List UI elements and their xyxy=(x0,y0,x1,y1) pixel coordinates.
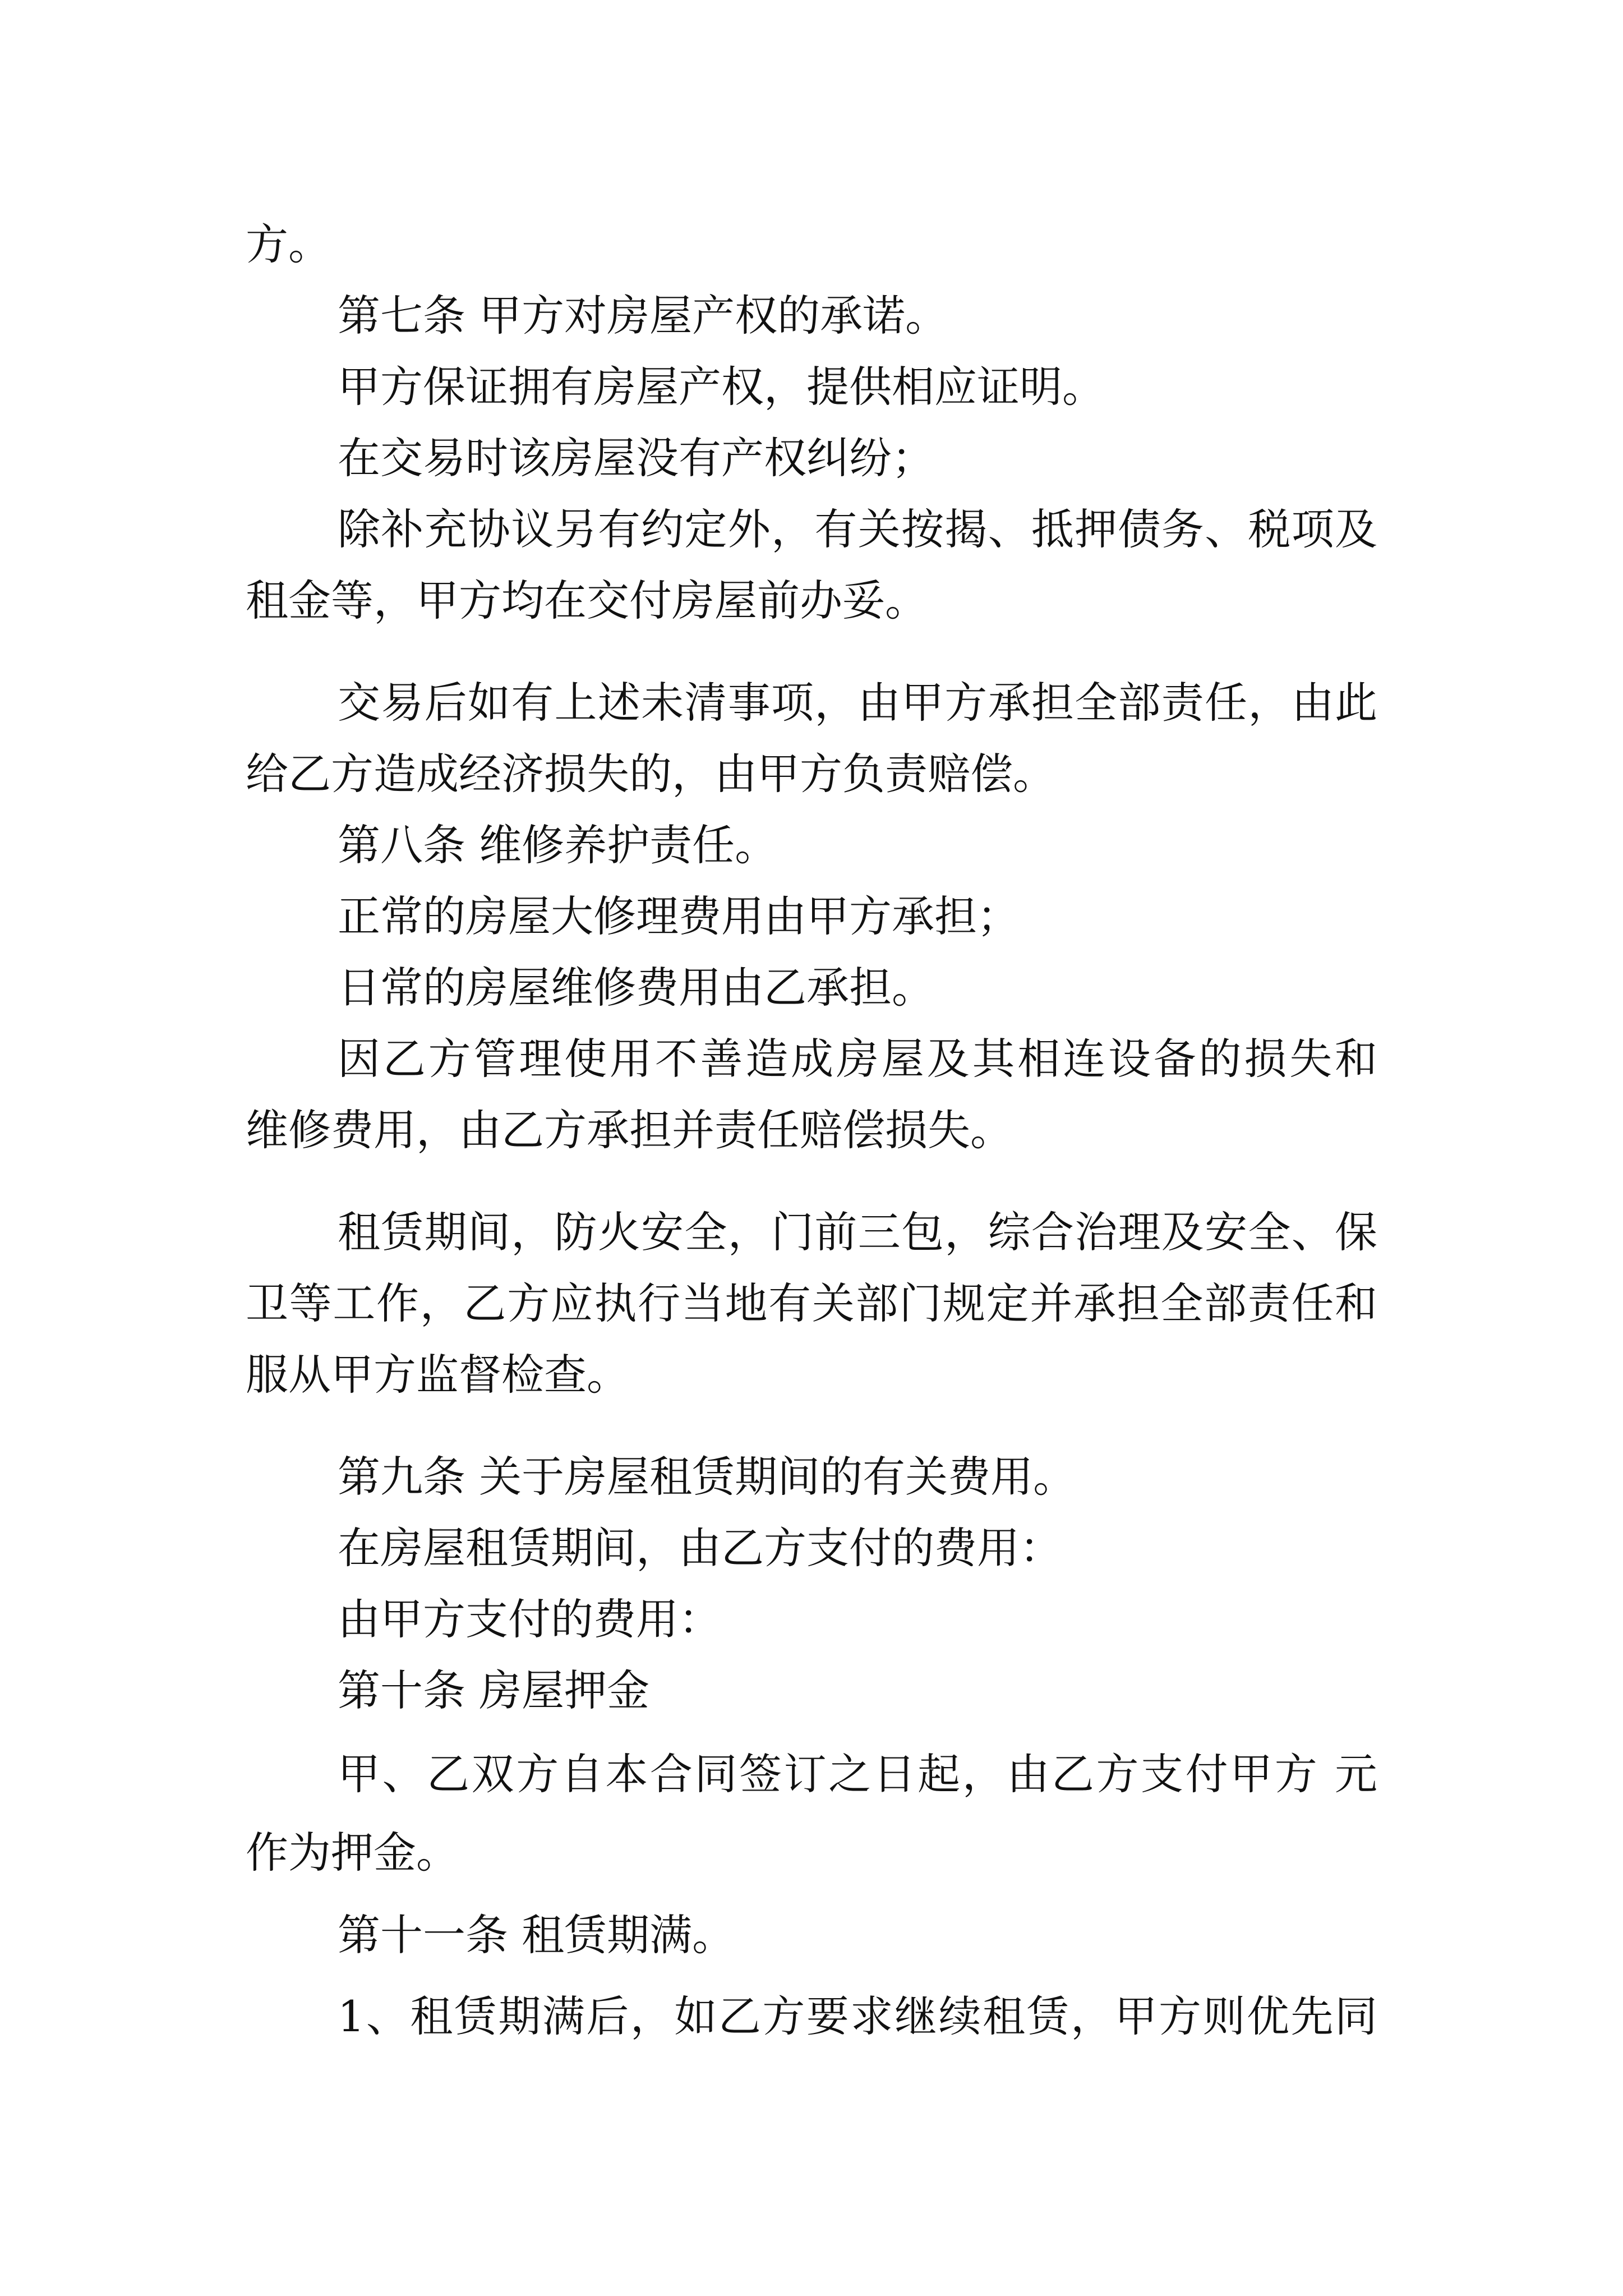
text-line: 卫等工作，乙方应执行当地有关部门规定并承担全部责任和 xyxy=(246,1278,1377,1328)
article-heading: 第七条 甲方对房屋产权的承诺。 xyxy=(338,291,948,341)
article-heading: 第九条 关于房屋租赁期间的有关费用。 xyxy=(338,1452,1076,1502)
text-line: 维修费用，由乙方承担并责任赔偿损失。 xyxy=(246,1105,1013,1155)
text-line: 日常的房屋维修费用由乙承担。 xyxy=(338,963,934,1013)
text-line: 因乙方管理使用不善造成房屋及其相连设备的损失和 xyxy=(338,1034,1377,1084)
article-heading: 第十条 房屋押金 xyxy=(338,1665,650,1715)
text-line: 交易后如有上述未清事项，由甲方承担全部责任，由此 xyxy=(338,678,1377,728)
article-heading: 第八条 维修养护责任。 xyxy=(338,820,778,870)
article-heading: 第十一条 租赁期满。 xyxy=(338,1910,735,1960)
text-line: 租金等，甲方均在交付房屋前办妥。 xyxy=(246,576,928,625)
text-line: 1、租赁期满后，如乙方要求继续租赁，甲方则优先同 xyxy=(338,1991,1377,2041)
text-line: 服从甲方监督检查。 xyxy=(246,1350,629,1400)
text-line: 租赁期间，防火安全，门前三包，综合治理及安全、保 xyxy=(338,1207,1377,1257)
text-line: 给乙方造成经济损失的，由甲方负责赔偿。 xyxy=(246,749,1055,799)
text-line: 甲、乙双方自本合同签订之日起，由乙方支付甲方 元 xyxy=(338,1749,1377,1799)
text-line: 除补充协议另有约定外，有关按揭、抵押债务、税项及 xyxy=(338,504,1377,554)
text-line: 作为押金。 xyxy=(246,1828,459,1878)
text-line: 正常的房屋大修理费用由甲方承担； xyxy=(338,891,1020,941)
text-line: 由甲方支付的费用： xyxy=(338,1594,721,1644)
text-line: 方。 xyxy=(246,219,331,269)
text-line: 甲方保证拥有房屋产权，提供相应证明。 xyxy=(338,362,1105,412)
text-line: 在房屋租赁期间，由乙方支付的费用： xyxy=(338,1523,1062,1573)
text-line: 在交易时该房屋没有产权纠纷； xyxy=(338,433,934,483)
